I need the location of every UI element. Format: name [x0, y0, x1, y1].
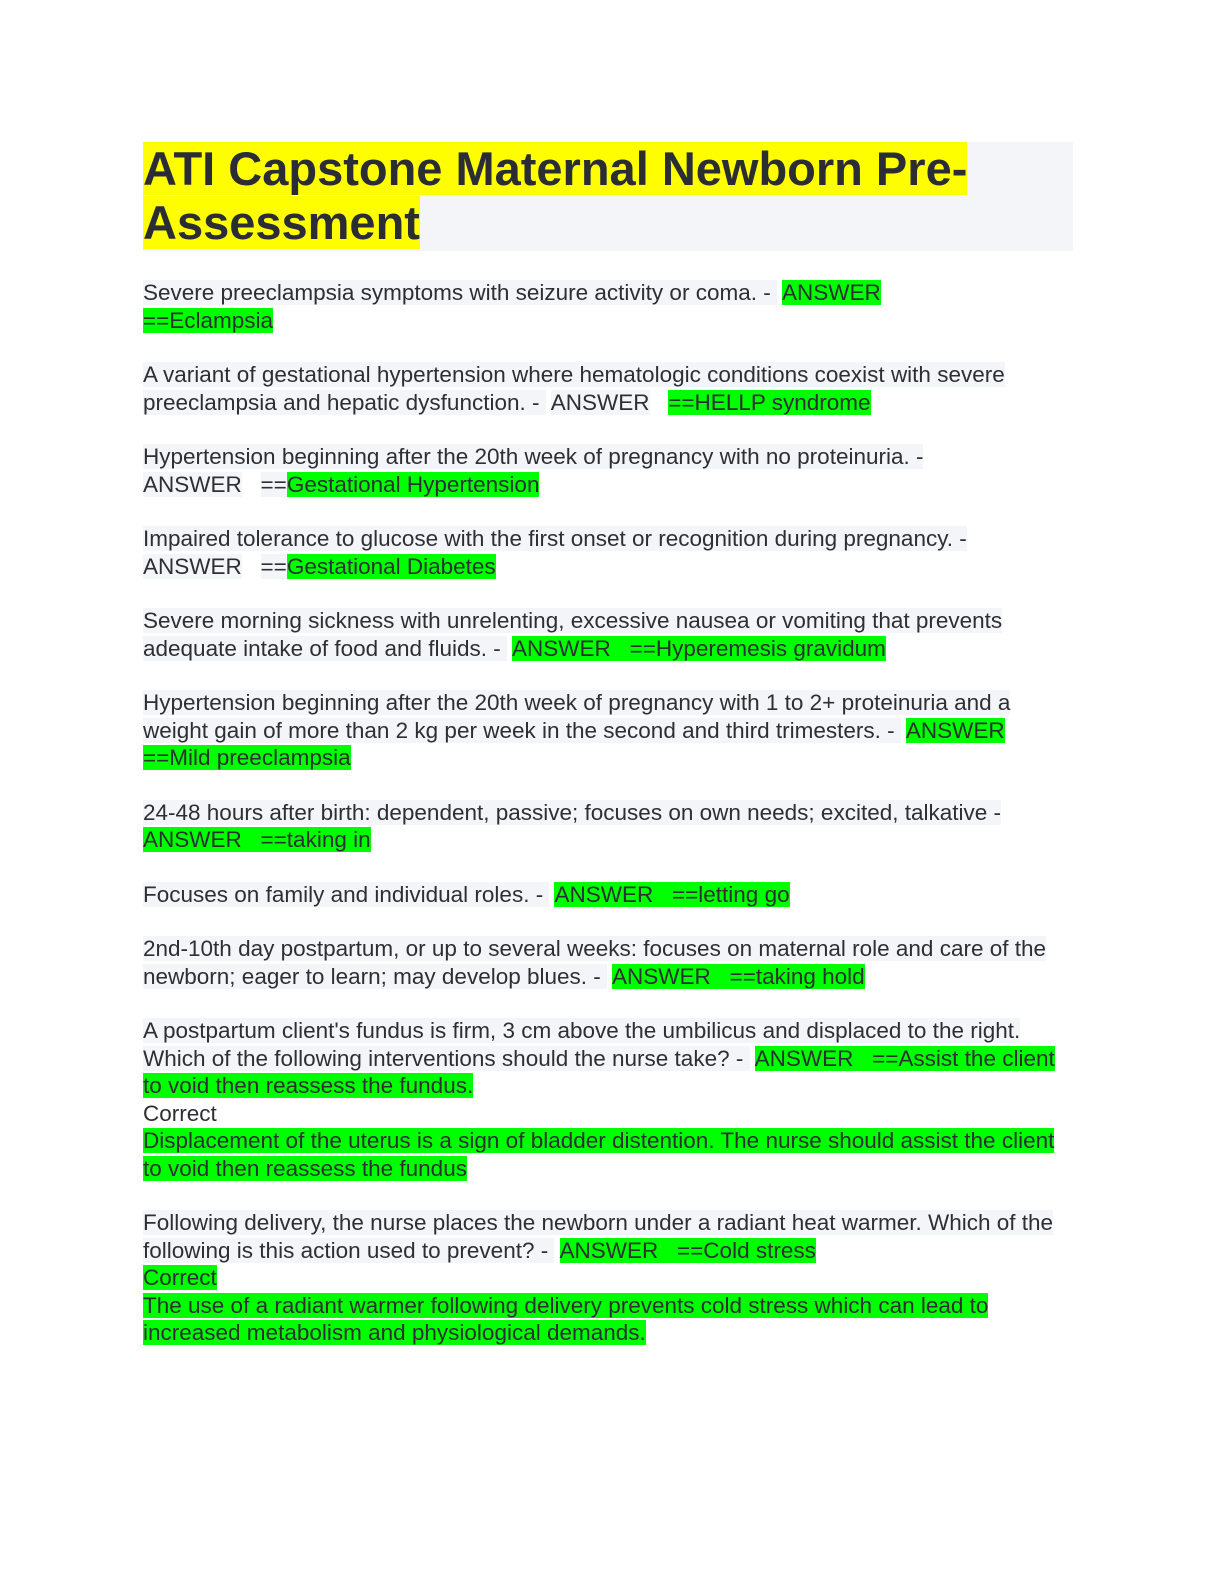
feedback-text: Displacement of the uterus is a sign of bladder distention. The nurse should assist the client to void then reassess the fundus	[143, 1128, 1055, 1181]
answer-prefix: ==	[260, 471, 287, 497]
answer-text: ==taking in	[260, 827, 371, 852]
answer-label: ANSWER	[781, 280, 881, 305]
qa-list	[143, 279, 1073, 1347]
qa-item	[143, 881, 1073, 909]
qa-item	[143, 361, 1073, 416]
question-text: A postpartum client's fundus is firm, 3 cm above the umbilicus and displaced to the right. Which of the following interventions should the nurse take? -	[143, 1018, 1021, 1071]
answer-label: ANSWER	[512, 635, 611, 661]
qa-item	[143, 607, 1073, 662]
document-page	[143, 142, 1073, 1374]
page-title	[143, 142, 1073, 250]
qa-item	[143, 279, 1073, 334]
answer-label: ANSWER	[550, 389, 650, 415]
feedback-label: Correct	[143, 1265, 217, 1290]
qa-item	[143, 443, 1073, 498]
qa-item	[143, 689, 1073, 772]
feedback-label: Correct	[143, 1100, 217, 1126]
question-text: 24-48 hours after birth: dependent, passive; focuses on own needs; excited, talkative -	[143, 799, 1002, 825]
feedback-text: The use of a radiant warmer following delivery prevents cold stress which can lead to increased metabolism and physiological demands.	[143, 1292, 989, 1345]
question-text: A variant of gestational hypertension where hematologic conditions coexist with severe preeclampsia and hepatic dysfunction. -	[143, 362, 1005, 415]
qa-item	[143, 799, 1073, 854]
question-text: Severe morning sickness with unrelenting, excessive nausea or vomiting that prevents adequate intake of food and fluids. -	[143, 608, 1003, 661]
answer-label: ANSWER	[554, 881, 654, 907]
answer-text: Gestational Diabetes	[286, 553, 496, 579]
qa-item	[143, 525, 1073, 580]
answer-label: ANSWER	[754, 1045, 854, 1071]
answer-label: ANSWER	[143, 827, 242, 852]
answer-text: ==Mild preeclampsia	[143, 745, 351, 770]
question-text: Hypertension beginning after the 20th week of pregnancy with 1 to 2+ proteinuria and a weight gain of more than 2 kg per week in the second and third trimesters. -	[143, 690, 1011, 743]
answer-text: Gestational Hypertension	[286, 471, 540, 497]
answer-prefix: ==	[260, 553, 287, 579]
answer-label: ANSWER	[612, 963, 711, 989]
answer-label: ANSWER	[143, 471, 242, 497]
question-text: Following delivery, the nurse places the newborn under a radiant heat warmer. Which of the following is this action used to prevent? -	[143, 1210, 1054, 1263]
answer-text: ==HELLP syndrome	[668, 389, 871, 415]
qa-item	[143, 1209, 1073, 1347]
question-text: Severe preeclampsia symptoms with seizure activity or coma. -	[143, 280, 777, 305]
answer-text: ==Eclampsia	[143, 307, 274, 333]
answer-text: ==taking hold	[729, 963, 865, 989]
title-line-2: Assessment	[143, 196, 420, 249]
answer-label: ANSWER	[559, 1237, 659, 1263]
qa-item	[143, 1017, 1073, 1182]
answer-text: ==letting go	[672, 881, 790, 907]
title-line-1: ATI Capstone Maternal Newborn Pre-	[143, 142, 968, 195]
question-text: 2nd-10th day postpartum, or up to several weeks: focuses on maternal role and care of the newborn; eager to learn; may develop blues. -	[143, 936, 1047, 989]
answer-text: ==Hyperemesis gravidum	[629, 635, 886, 661]
question-text: Focuses on family and individual roles. -	[143, 881, 550, 907]
question-text: Impaired tolerance to glucose with the first onset or recognition during pregnancy. -	[143, 526, 967, 551]
question-text: Hypertension beginning after the 20th week of pregnancy with no proteinuria. -	[143, 444, 924, 469]
answer-text: ==Cold stress	[677, 1237, 816, 1263]
qa-item	[143, 935, 1073, 990]
title-block	[143, 142, 1073, 251]
answer-label: ANSWER	[905, 717, 1005, 743]
answer-text: ==Assist the client to void then reassess the fundus.	[143, 1045, 1055, 1098]
answer-label: ANSWER	[143, 553, 242, 579]
